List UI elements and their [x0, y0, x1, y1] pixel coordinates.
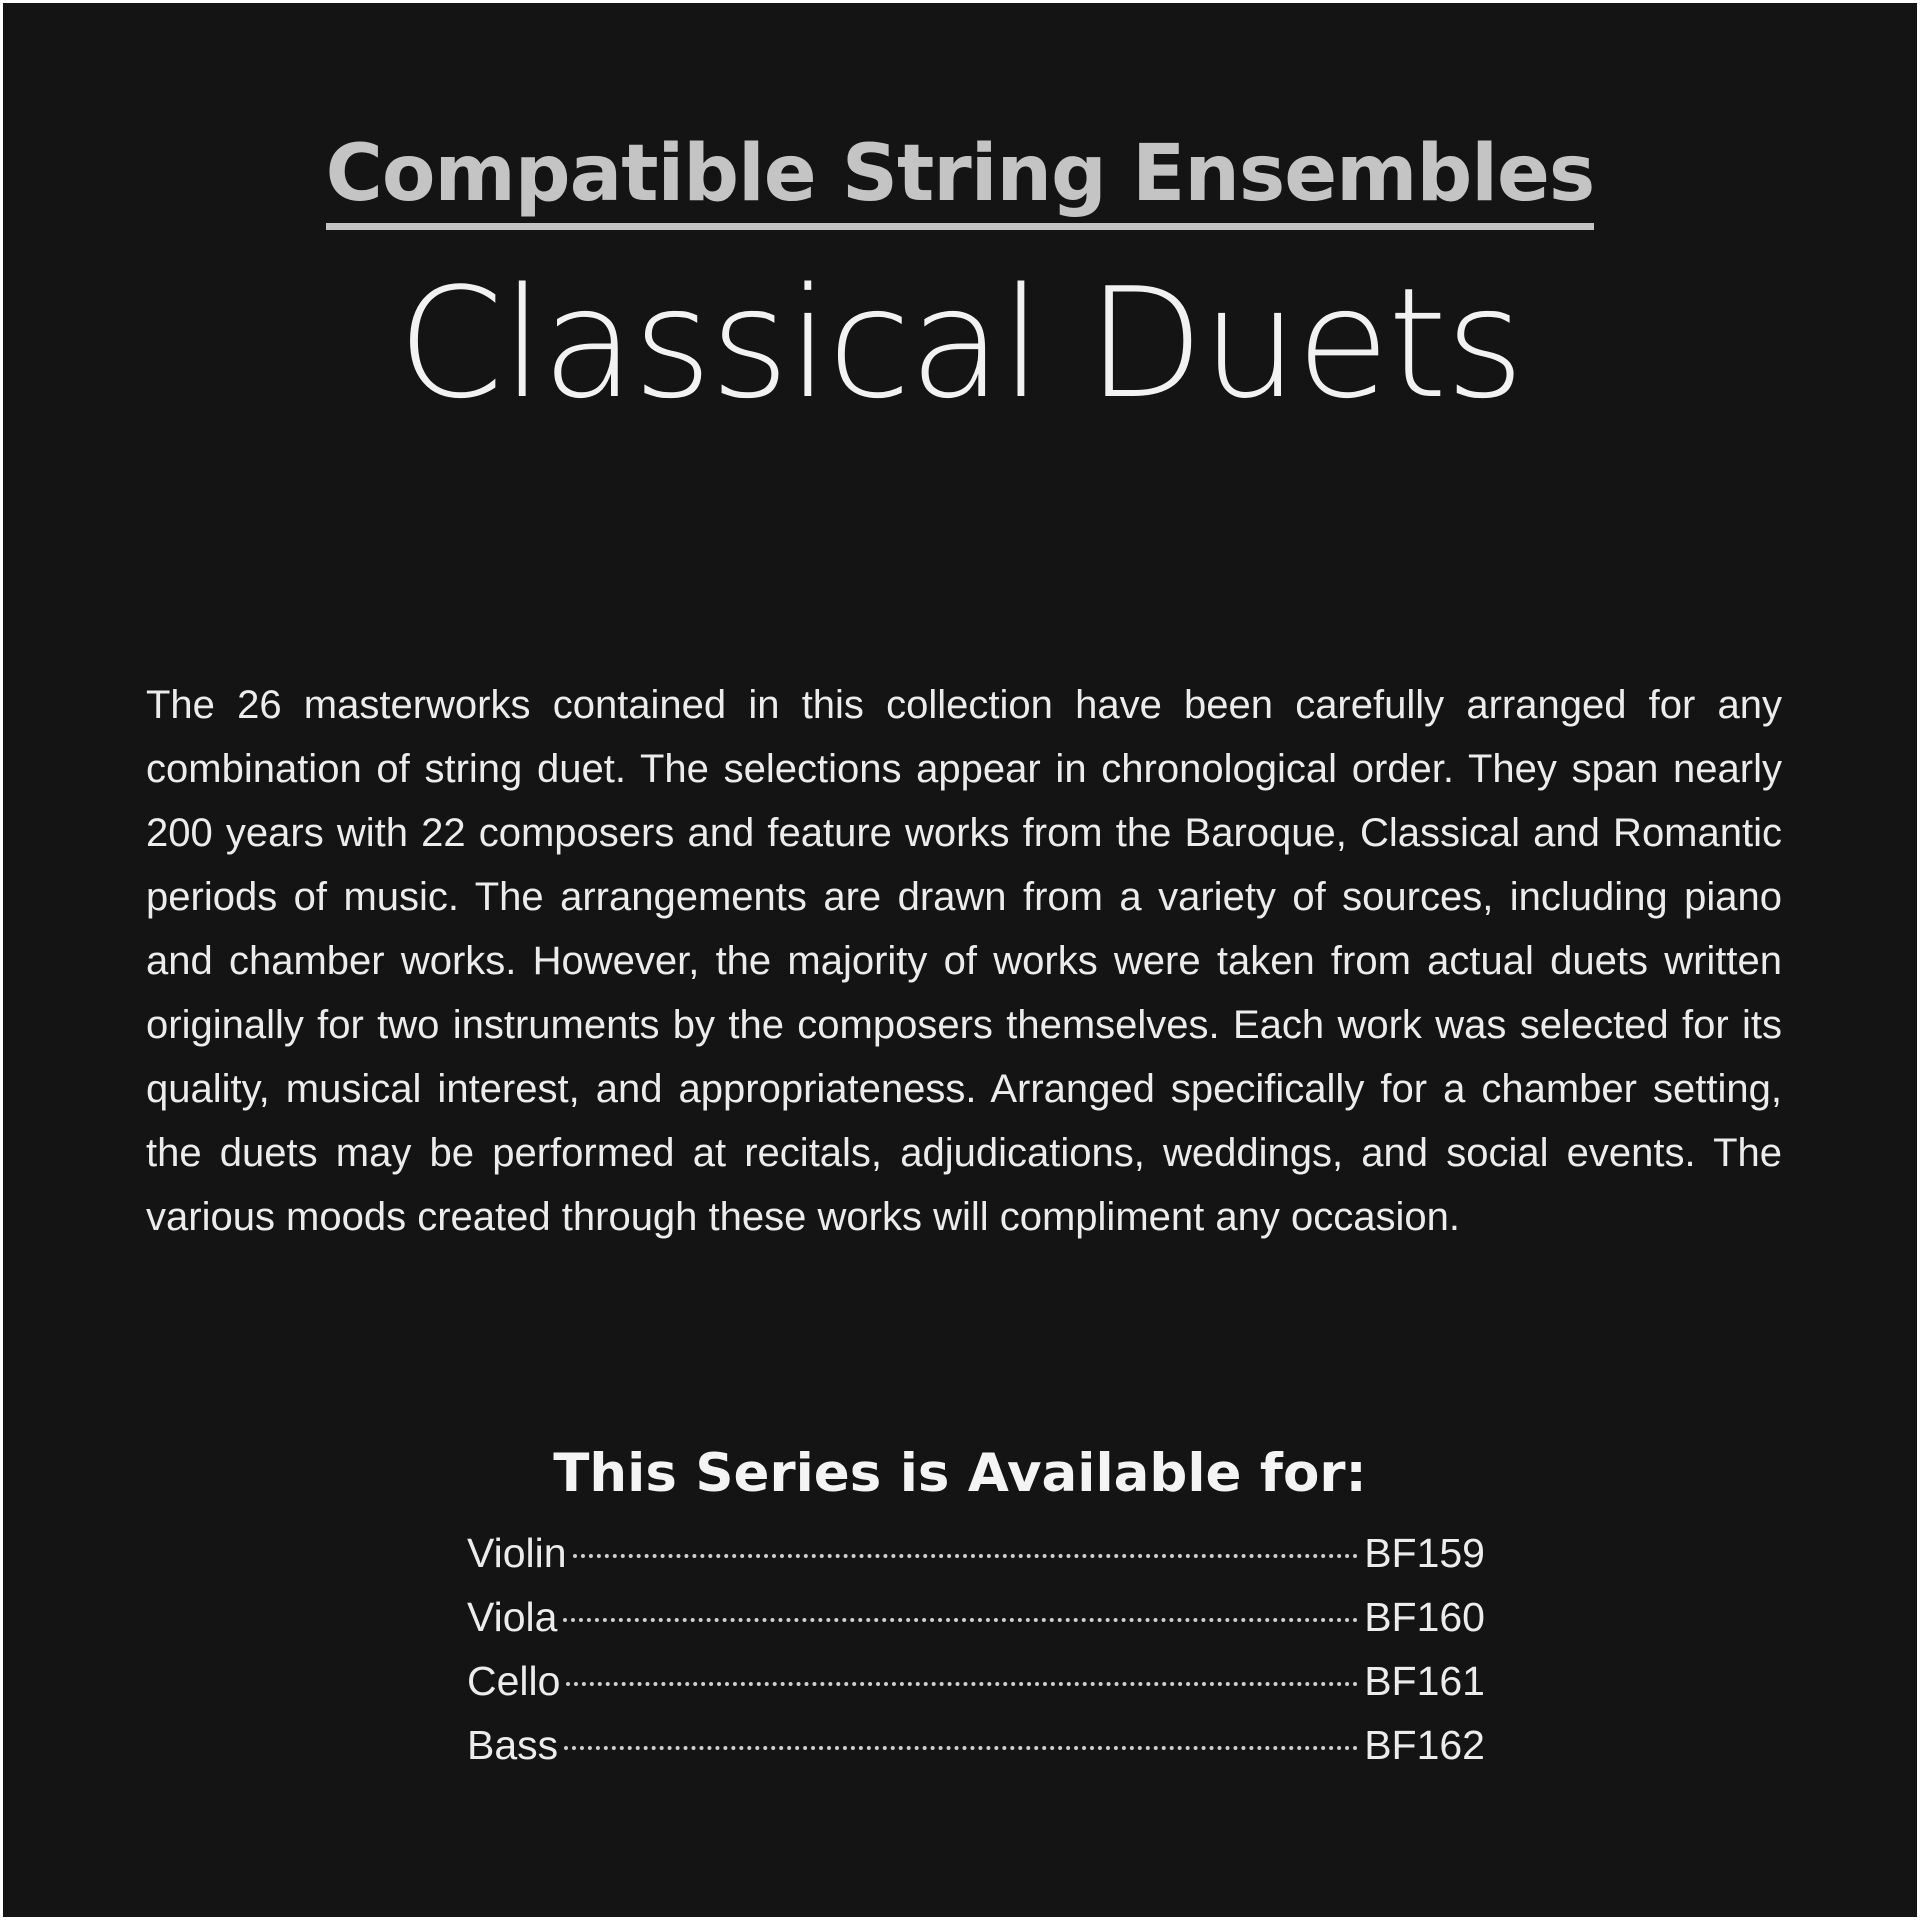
- description-paragraph: The 26 masterworks contained in this collection have been carefully arranged for any combination of string duet. The selections appear in chronological order. They span nearly 200 years with 22 composers and feature works from the Baroque, Classical and Romantic periods of music. The arrangements are drawn from a variety of sources, including piano and chamber works. However, the majority of works were taken from actual duets written originally for two instruments by the composers themselves. Each work was selected for its quality, musical interest, and appropriateness. Arranged specifically for a chamber setting, the duets may be performed at recitals, adjudications, weddings, and social events. The various moods created through these works will compliment any occasion.: [146, 683, 1782, 1239]
- dot-leader: [564, 1746, 1358, 1750]
- edition-instrument: Viola: [467, 1594, 558, 1640]
- edition-code: BF160: [1364, 1594, 1485, 1640]
- dot-leader: [563, 1618, 1358, 1622]
- edition-row-viola: [467, 1585, 1485, 1649]
- edition-instrument: Cello: [467, 1658, 561, 1704]
- series-title: [3, 129, 1917, 230]
- availability-heading: This Series is Available for:: [553, 1443, 1367, 1504]
- dot-leader: [573, 1554, 1359, 1558]
- book-title: Classical Duets: [397, 255, 1523, 432]
- series-title-text: Compatible String Ensembles: [326, 135, 1595, 230]
- edition-row-cello: [467, 1649, 1485, 1713]
- edition-code: BF161: [1364, 1658, 1485, 1704]
- edition-code: BF162: [1364, 1722, 1485, 1768]
- dot-leader: [566, 1682, 1358, 1686]
- edition-code: BF159: [1364, 1530, 1485, 1576]
- edition-row-bass: [467, 1713, 1485, 1777]
- book-back-cover: [3, 3, 1917, 1917]
- edition-row-violin: [467, 1521, 1485, 1585]
- editions-list: [467, 1521, 1485, 1777]
- edition-instrument: Violin: [467, 1530, 567, 1576]
- edition-instrument: Bass: [467, 1722, 559, 1768]
